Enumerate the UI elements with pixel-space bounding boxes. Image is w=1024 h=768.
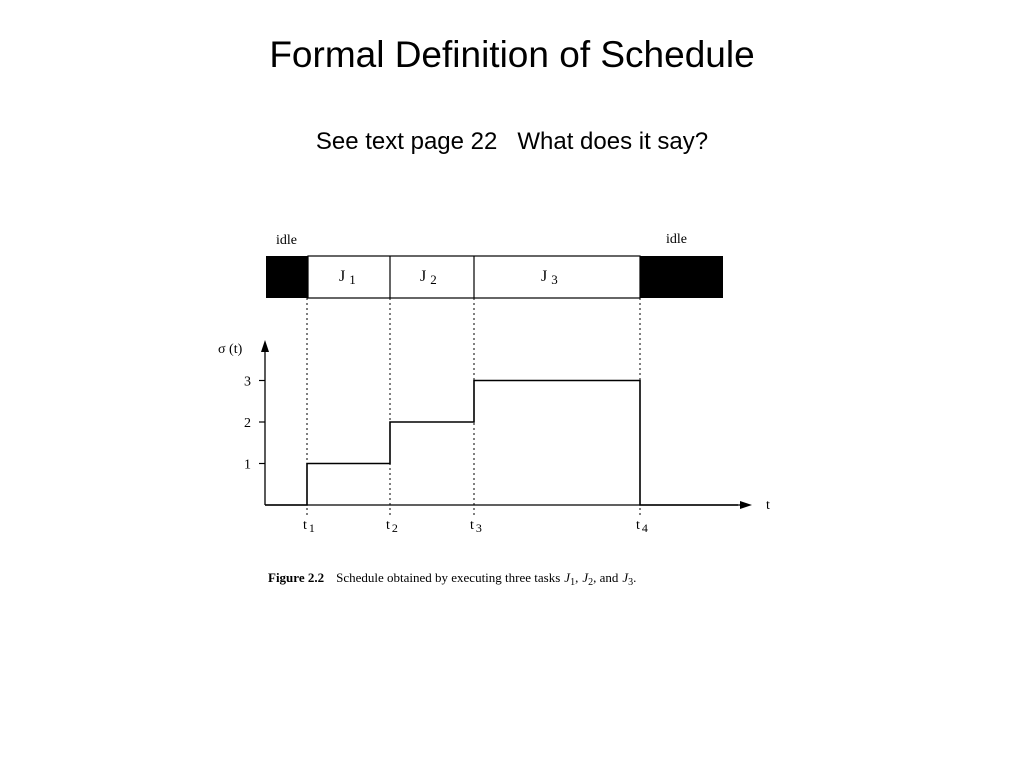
y-tick-label: 3 (244, 374, 251, 390)
y-tick-label: 2 (244, 416, 251, 431)
job-label-j2: J 2 (420, 268, 437, 287)
x-tick-label: t 3 (470, 518, 482, 535)
figure-caption: Figure 2.2 Schedule obtained by executing three tasks $J_1$, $J_2$, and $J_3$. (268, 570, 637, 588)
timeline-bar (266, 232, 723, 298)
x-ticks (303, 518, 648, 535)
x-tick-label: t 4 (636, 518, 648, 535)
slide-title: Formal Definition of Schedule (269, 34, 755, 75)
axes (218, 340, 770, 513)
x-axis-arrow-icon (740, 501, 752, 509)
x-axis-label: t (766, 498, 770, 513)
y-tick-label: 1 (244, 457, 251, 473)
job-label-j1: J 1 (339, 268, 356, 287)
idle-label-right: idle (666, 232, 687, 247)
x-tick-label: t 2 (386, 518, 398, 535)
idle-block-left (266, 256, 308, 298)
y-axis-label: σ (t) (218, 342, 243, 357)
job-label-j3: J 3 (541, 268, 558, 287)
slide-subtitle: See text page 22 What does it say? (315, 128, 709, 155)
x-tick-label: t 1 (303, 518, 315, 535)
step-function-line (265, 381, 738, 506)
idle-label-left: idle (276, 233, 297, 248)
y-ticks (244, 375, 265, 473)
y-axis-arrow-icon (261, 340, 269, 352)
idle-block-right (640, 256, 723, 298)
